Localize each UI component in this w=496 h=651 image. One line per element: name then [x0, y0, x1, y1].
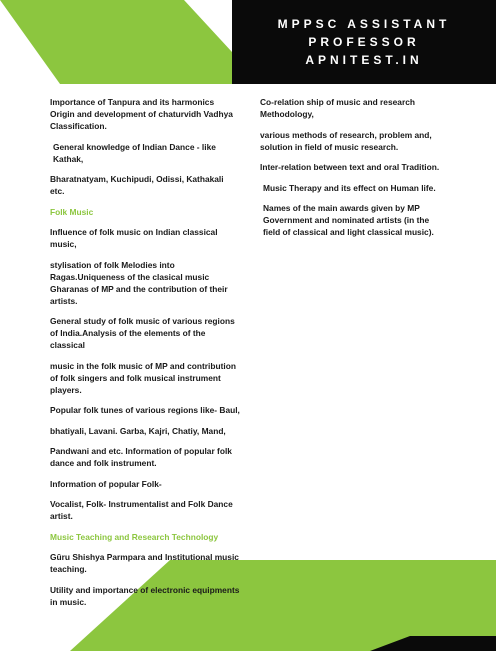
paragraph-electronic-equipments: Utility and importance of electronic equipments in music. [50, 584, 240, 607]
header-title [232, 0, 496, 84]
left-column [50, 96, 240, 616]
paragraph-stylisation: stylisation of folk Melodies into Ragas.Uniqueness of the clasical music Gharanas of MP and the contribution of their artists. [50, 259, 228, 306]
paragraph-folk-names: bhatiyali, Lavani. Garba, Kajri, Chatiy, Mand, [50, 425, 226, 436]
paragraph-research-methodology: Co-relation ship of music and research Methodology, [260, 97, 415, 119]
paragraph-awards: Names of the main awards given by MP Government and nominated artists (in the field of classical and light classical music). [263, 203, 434, 237]
paragraph-dance-forms: Bharatnatyam, Kuchipudi, Odissi, Kathakali etc. [50, 174, 224, 196]
paragraph-general-study: General study of folk music of various regions of India.Analysis of the elements of the classical [50, 316, 235, 350]
paragraph-folk-influence: Influence of folk music on Indian classical music, [50, 227, 218, 249]
paragraph-folk-mp: music in the folk music of MP and contribution of folk singers and folk musical instrument players. [50, 360, 236, 395]
paragraph-music-therapy: Music Therapy and its effect on Human life. [263, 182, 436, 193]
paragraph-indian-dance: General knowledge of Indian Dance - like Kathak, [53, 141, 216, 164]
paragraph-folk-tunes: Popular folk tunes of various regions like- Baul, [50, 405, 240, 415]
header-line-1: MPPSC ASSISTANT [277, 17, 451, 31]
paragraph-tanpura: Importance of Tanpura and its harmonics Origin and development of chaturvidh Vadhya Classification. [50, 97, 233, 131]
paragraph-folk-information: Information of popular Folk- [50, 478, 162, 489]
right-column [260, 96, 446, 247]
header-line-3: APNITEST.IN [305, 53, 423, 67]
paragraph-text-oral: Inter-relation between text and oral Tradition. [260, 162, 440, 172]
top-left-green-wedge [0, 0, 232, 84]
header-line-2: PROFESSOR [308, 35, 420, 49]
paragraph-guru-shishya: Gūru Shishya Parmpara and Institutional music teaching. [50, 552, 239, 574]
heading-folk-music: Folk Music [50, 206, 94, 217]
heading-music-teaching: Music Teaching and Research Technology [50, 531, 219, 542]
paragraph-pandwani: Pandwani and etc. Information of popular folk dance and folk instrument. [50, 446, 232, 468]
paragraph-folk-artists: Vocalist, Folk- Instrumentalist and Folk Dance artist. [50, 499, 233, 521]
paragraph-research-methods: various methods of research, problem and, solution in field of music research. [260, 129, 432, 152]
